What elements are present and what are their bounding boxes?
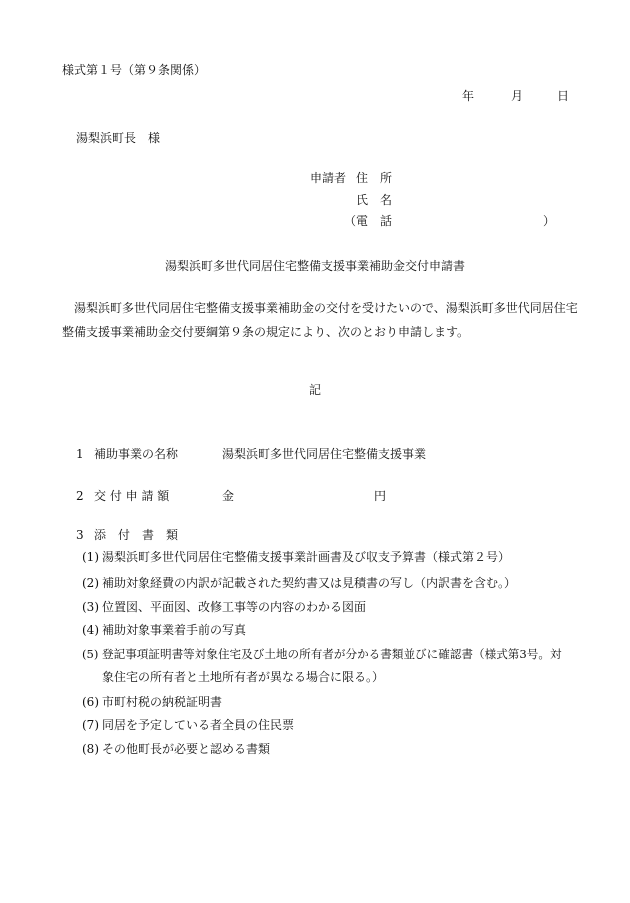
date-month: 月 bbox=[511, 89, 524, 103]
attachment-item bbox=[82, 599, 366, 615]
attachment-text: 登記事項証明書等対象住宅及び土地の所有者が分かる書類並びに確認書（様式第3号。対 bbox=[102, 647, 562, 661]
attachment-item bbox=[82, 694, 222, 710]
attachment-item bbox=[82, 717, 294, 733]
item-1-value: 湯梨浜町多世代同居住宅整備支援事業 bbox=[222, 447, 427, 461]
ki-heading: 記 bbox=[308, 383, 321, 397]
date-day: 日 bbox=[557, 89, 570, 103]
attachment-number: (3) bbox=[82, 600, 99, 614]
item-3-number: 3 bbox=[76, 528, 84, 542]
item-2-value: 金 bbox=[222, 489, 235, 503]
document-title: 湯梨浜町多世代同居住宅整備支援事業補助金交付申請書 bbox=[164, 259, 465, 273]
form-number: 様式第１号（第９条関係） bbox=[62, 63, 207, 77]
attachment-number: (8) bbox=[82, 742, 99, 756]
attachment-text: その他町長が必要と認める書類 bbox=[102, 742, 271, 756]
attachment-text: 位置図、平面図、改修工事等の内容のわかる図面 bbox=[102, 600, 367, 614]
addressee: 湯梨浜町長 様 bbox=[76, 131, 161, 145]
applicant-phone-open: （電 話 bbox=[344, 214, 393, 228]
attachment-number: (1) bbox=[82, 550, 99, 564]
attachment-item bbox=[82, 575, 516, 591]
body-paragraph: 湯梨浜町多世代同居住宅整備支援事業補助金の交付を受けたいので、湯梨浜町多世代同居住宅整備支援事業補助金交付要綱第９条の規定により、次のとおり申請します。 bbox=[62, 301, 578, 339]
item-1-label: 補助事業の名称 bbox=[94, 447, 179, 461]
attachment-number: (7) bbox=[82, 718, 99, 732]
attachment-text: 補助対象事業着手前の写真 bbox=[102, 623, 247, 637]
applicant-label: 申請者 bbox=[310, 171, 347, 185]
attachment-item bbox=[82, 741, 270, 757]
attachment-item bbox=[82, 549, 510, 565]
item-2-number: 2 bbox=[76, 489, 84, 503]
attachment-text: 補助対象経費の内訳が記載された契約書又は見積書の写し（内訳書を含む。） bbox=[102, 576, 517, 590]
applicant-name-label: 氏 名 bbox=[356, 193, 393, 207]
attachment-number: (6) bbox=[82, 695, 99, 709]
item-2-label: 交 付 申 請 額 bbox=[94, 489, 170, 503]
attachment-item bbox=[82, 622, 246, 638]
applicant-address-label: 住 所 bbox=[356, 171, 393, 185]
attachment-number: (2) bbox=[82, 576, 99, 590]
attachment-text: 市町村税の納税証明書 bbox=[102, 695, 223, 709]
attachment-text: 湯梨浜町多世代同居住宅整備支援事業計画書及び収支予算書（様式第２号） bbox=[102, 550, 511, 564]
attachment-continuation: 象住宅の所有者と土地所有者が異なる場合に限る。） bbox=[102, 670, 385, 684]
attachment-number: (4) bbox=[82, 623, 99, 637]
item-1-number: 1 bbox=[76, 447, 84, 461]
item-3-label: 添 付 書 類 bbox=[94, 528, 179, 542]
applicant-phone-close: ） bbox=[543, 214, 556, 228]
attachment-number: (5) bbox=[82, 647, 99, 661]
attachment-item bbox=[82, 646, 562, 662]
item-2-unit: 円 bbox=[374, 489, 387, 503]
attachment-text: 同居を予定している者全員の住民票 bbox=[102, 718, 295, 732]
date-year: 年 bbox=[462, 89, 475, 103]
